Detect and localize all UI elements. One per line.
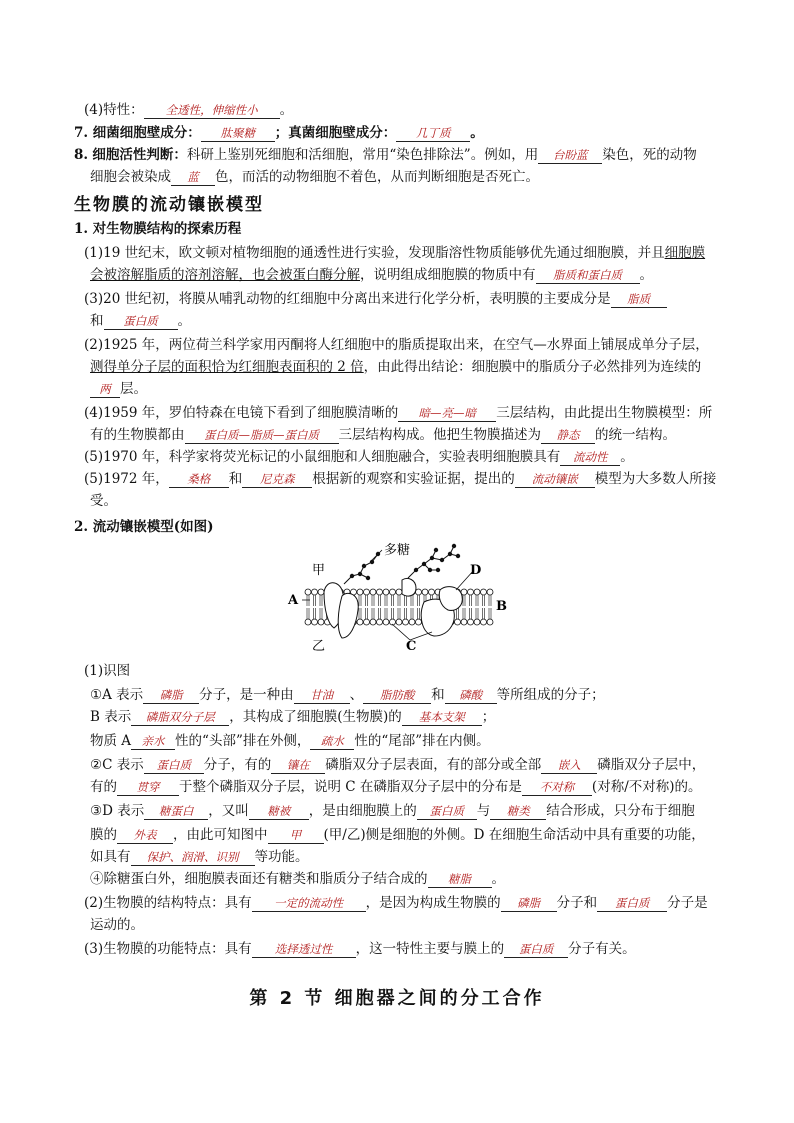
structure-feature-line2: 运动的。 (90, 917, 144, 933)
item-8-line2: 细胞会被染成 蓝 色，而活的动物细胞不着色，从而判断细胞是否死亡。 (90, 169, 539, 185)
answer-blank: 磷脂双分子层 (131, 710, 229, 726)
answer-blank: 脂质 (611, 292, 667, 308)
phospholipid-head (396, 589, 402, 595)
answer-blank: 两 (90, 382, 120, 398)
phospholipid-head (422, 589, 428, 595)
answer-blank: 外表 (117, 828, 173, 844)
answer-blank: 桑格 (169, 472, 229, 488)
phospholipid-head (481, 589, 487, 595)
phospholipid-head (383, 619, 389, 625)
answer-blank: 尼克森 (242, 472, 312, 488)
answer-blank: 磷酸 (445, 688, 497, 704)
answer-blank: 糖脂 (428, 872, 492, 888)
function-feature-line: (3)生物膜的功能特点：具有 选择透过性 ，这一特性主要与膜上的 蛋白质 分子有关。 (84, 941, 636, 957)
identify-i-line: ④除糖蛋白外，细胞膜表面还有糖类和脂质分子结合成的 糖脂 。 (90, 871, 505, 887)
history-3-line2: 和 蛋白质 。 (90, 313, 191, 329)
identify-a-line: ①A 表示 磷脂 分子，是一种由 甘油 、 脂肪酸 和 磷酸 等所组成的分子； (90, 687, 605, 703)
phospholipid-head (377, 589, 383, 595)
identify-e-line: 有的 贯穿 于整个磷脂双分子层，说明 C 在磷脂双分子层中的分布是 不对称 (对称/不对称)的。 (90, 779, 702, 795)
answer-blank: 甘油 (294, 688, 350, 704)
answer-blank: 流动镶嵌 (515, 472, 595, 488)
label-B: B (496, 599, 507, 614)
answer-blank: 基本支架 (402, 710, 482, 726)
phospholipid-head (312, 619, 318, 625)
answer-blank: 蛋白质 (104, 314, 178, 330)
answer-blank: 肽聚糖 (201, 126, 275, 142)
phospholipid-head (487, 589, 493, 595)
answer-blank: 糖蛋白 (144, 804, 208, 820)
label-jia: 甲 (312, 563, 326, 578)
phospholipid-head (468, 589, 474, 595)
phospholipid-head (318, 619, 324, 625)
answer-blank: 全透性，伸缩性小 (144, 103, 280, 119)
answer-blank: 台盼蓝 (538, 148, 602, 164)
phospholipid-head (396, 619, 402, 625)
answer-blank: 蛋白质 (144, 758, 204, 774)
identify-title: (1)识图 (84, 663, 131, 679)
answer-blank: 流动性 (560, 450, 620, 466)
answer-blank: 静态 (541, 428, 595, 444)
identify-d-line: ②C 表示 蛋白质 分子，有的 镶在 磷脂双分子层表面，有的部分或全部 嵌入 磷脂双分子层中， (90, 757, 706, 773)
identify-h-line: 如具有 保护、润滑、识别 等功能。 (90, 849, 309, 865)
answer-blank: 糖类 (490, 804, 546, 820)
item-8-line1: 8. 细胞活性判断：科研上鉴别死细胞和活细胞，常用“染色排除法”。例如，用 台盼蓝 染色，死的动物 (74, 147, 697, 163)
answer-blank: 选择透过性 (252, 942, 356, 958)
identify-f-line: ③D 表示 糖蛋白 ，又叫 糖被 ，是由细胞膜上的 蛋白质 与 糖类 结合形成，只分布于细胞 (90, 803, 695, 819)
answer-blank: 暗—亮—暗 (398, 406, 496, 422)
answer-blank: 蛋白质—脂质—蛋白质 (185, 428, 339, 444)
history-2-line3: 两 层。 (90, 380, 147, 399)
history-2-line1: (2)1925 年，两位荷兰科学家用丙酮将人红细胞中的脂质提取出来，在空气—水界面上铺展成单分子层， (84, 337, 709, 353)
phospholipid-head (390, 589, 396, 595)
history-1-line2: 会被溶解脂质的溶剂溶解，也会被蛋白酶分解，说明组成细胞膜的物质中有 脂质和蛋白质 。 (90, 267, 653, 283)
label-D: D (470, 563, 482, 578)
phospholipid-head (312, 589, 318, 595)
phospholipid-head (364, 589, 370, 595)
answer-blank: 脂质和蛋白质 (536, 268, 640, 284)
phospholipid-head (468, 619, 474, 625)
phospholipid-head (305, 619, 311, 625)
phospholipid-head (383, 589, 389, 595)
phospholipid-head (416, 589, 422, 595)
phospholipid-head (305, 589, 311, 595)
section-title: 生物膜的流动镶嵌模型 (74, 195, 264, 215)
answer-blank: 蛋白质 (597, 896, 667, 912)
answer-blank: 蛋白质 (417, 804, 477, 820)
answer-blank: 亲水 (131, 734, 175, 750)
answer-blank: 糖被 (249, 804, 309, 820)
answer-blank: 脂肪酸 (363, 688, 431, 704)
answer-blank: 不对称 (522, 780, 592, 796)
subsection-1-title: 1. 对生物膜结构的探索历程 (74, 221, 242, 237)
label-C: C (406, 639, 417, 654)
history-4-line2: 有的生物膜都由 蛋白质—脂质—蛋白质 三层结构构成。他把生物膜描述为 静态 的统一结构。 (90, 427, 676, 443)
membrane-diagram (284, 540, 510, 655)
phospholipid-head (474, 589, 480, 595)
phospholipid-head (364, 619, 370, 625)
label-yi: 乙 (312, 639, 326, 654)
phospholipid-head (357, 619, 363, 625)
phospholipid-head (357, 589, 363, 595)
answer-blank: 蓝 (171, 170, 215, 186)
identify-g-line: 膜的 外表 ，由此可知图中 甲 (甲/乙)侧是细胞的外侧。D 在细胞生命活动中具有重要的功能， (90, 827, 705, 843)
answer-blank: 磷脂 (143, 688, 199, 704)
answer-blank: 保护、润滑、识别 (131, 850, 255, 866)
history-2-line2: 测得单分子层的面积恰为红细胞表面积的 2 倍，由此得出结论：细胞膜中的脂质分子必然排列为连续的 (90, 359, 702, 375)
phospholipid-head (416, 619, 422, 625)
phospholipid-head (377, 619, 383, 625)
phospholipid-head (318, 589, 324, 595)
answer-blank: 蛋白质 (504, 942, 568, 958)
label-A: A (288, 593, 299, 608)
history-6-line2: 受。 (90, 493, 117, 509)
identify-b-line: B 表示 磷脂双分子层 ，其构成了细胞膜(生物膜)的 基本支架 ； (90, 709, 496, 725)
label-polysaccharide: 多糖 (384, 543, 411, 558)
phospholipid-head (370, 589, 376, 595)
history-1-line1: (1)19 世纪末，欧文顿对植物细胞的通透性进行实验，发现脂溶性物质能够优先通过细胞膜，并且细胞膜 (84, 245, 706, 261)
answer-blank: 一定的流动性 (252, 896, 366, 912)
identify-c-line: 物质 A 亲水 性的“头部”排在外侧， 疏水 性的“尾部”排在内侧。 (90, 733, 490, 749)
answer-blank: 磷脂 (501, 896, 557, 912)
item-4-line: (4)特性： 全透性，伸缩性小 。 (84, 102, 294, 118)
subsection-2-title: 2. 流动镶嵌模型(如图) (74, 519, 214, 535)
phospholipid-head (403, 619, 409, 625)
phospholipid-head (461, 619, 467, 625)
history-4-line1: (4)1959 年，罗伯特森在电镜下看到了细胞膜清晰的 暗—亮—暗 三层结构，由此提出生物膜模型：所 (84, 405, 713, 421)
history-6-line1: (5)1972 年， 桑格 和 尼克森 根据新的观察和实验证据，提出的 流动镶嵌 模型为大多数人所接 (84, 471, 717, 487)
phospholipid-head (487, 619, 493, 625)
answer-blank: 嵌入 (541, 758, 597, 774)
section-2-title: 第 2 节 细胞器之间的分工合作 (249, 988, 545, 1009)
phospholipid-head (481, 619, 487, 625)
answer-blank: 贯穿 (117, 780, 179, 796)
phospholipid-head (455, 619, 461, 625)
item-7-line: 7. 细菌细胞壁成分： 肽聚糖 ；真菌细胞壁成分： 几丁质 。 (74, 125, 484, 141)
phospholipid-head (474, 619, 480, 625)
answer-blank: 几丁质 (396, 126, 470, 142)
history-5-line: (5)1970 年，科学家将荧光标记的小鼠细胞和人细胞融合，实验表明细胞膜具有 流动性 。 (84, 449, 634, 465)
answer-blank: 镶在 (271, 758, 325, 774)
membrane-proteins (324, 578, 462, 638)
history-3-line1: (3)20 世纪初，将膜从哺乳动物的红细胞中分离出来进行化学分析，表明膜的主要成分是 脂质 (84, 290, 667, 309)
answer-blank: 疏水 (310, 734, 354, 750)
phospholipid-head (429, 589, 435, 595)
structure-feature-line1: (2)生物膜的结构特点：具有 一定的流动性 ，是因为构成生物膜的 磷脂 分子和 蛋白质 分子是 (84, 895, 708, 911)
phospholipid-head (370, 619, 376, 625)
answer-blank: 甲 (268, 828, 324, 844)
phospholipid-head (409, 619, 415, 625)
